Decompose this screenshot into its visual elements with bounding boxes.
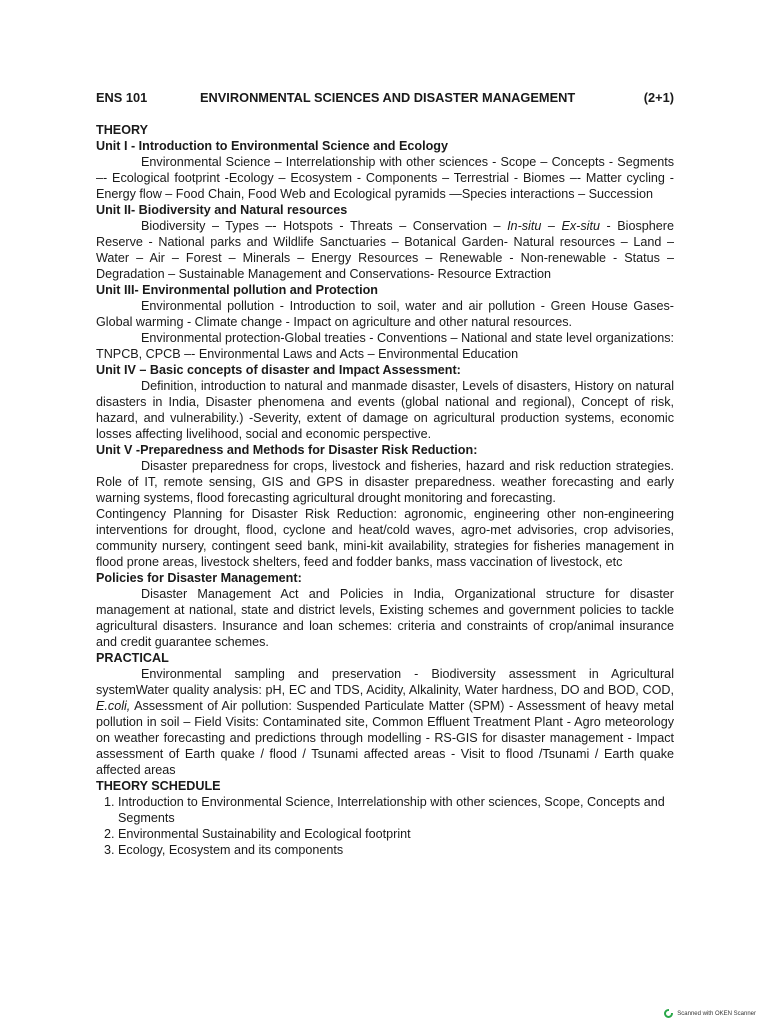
list-item: 3. Ecology, Ecosystem and its components	[118, 842, 674, 858]
unit2-heading: Unit II- Biodiversity and Natural resources	[96, 203, 348, 217]
ecoli-term: E.coli,	[96, 699, 131, 713]
unit5-heading: Unit V -Preparedness and Methods for Disaster Risk Reduction:	[96, 443, 478, 457]
list-item: 1. Introduction to Environmental Science, Interrelationship with other sciences, Scope, Concepts and Segments	[118, 794, 674, 826]
unit2-text: Biodiversity – Types –- Hotspots - Threats – Conservation – In-situ – Ex-situ - Biosphere Reserve - National parks and Wildlife Sanctuaries – Botanical Garden- Natural resources – Land – Water – Air – Forest – Minerals – Energy Resources – Renewable - Non-renewable - Status – Degradation – Sustainable Management and Conservations- Resource Extraction	[96, 219, 674, 281]
policies-heading: Policies for Disaster Management:	[96, 571, 302, 585]
in-situ-term: In-situ	[507, 219, 542, 233]
unit3-text-2: Environmental protection-Global treaties - Conventions – National and state level organizations: TNPCB, CPCB –- Environmental Laws and Acts – Environmental Education	[96, 331, 674, 361]
scanner-watermark	[664, 1009, 756, 1018]
unit5-text-1: Disaster preparedness for crops, livestock and fisheries, hazard and risk reduction strategies. Role of IT, remote sensing, GIS and GPS in disaster preparedness. weather forecasting and early warning systems, flood forecasting agricultural drought monitoring and forecasting.	[96, 459, 674, 505]
scanner-logo-icon	[664, 1009, 673, 1018]
syllabus-page	[96, 90, 674, 858]
unit1-heading: Unit I - Introduction to Environmental Science and Ecology	[96, 139, 448, 153]
course-credits: (2+1)	[643, 90, 674, 105]
policies-text: Disaster Management Act and Policies in India, Organizational structure for disaster management at national, state and district levels, Existing schemes and government policies to tackle agricultural disasters. Insurance and loan schemes: criteria and constraints of crop/animal insurance and credit guarantee schemes.	[96, 587, 674, 649]
unit4-heading: Unit IV – Basic concepts of disaster and Impact Assessment:	[96, 363, 461, 377]
unit5-text-2: Contingency Planning for Disaster Risk Reduction: agronomic, engineering other non-engineering interventions for drought, flood, cyclone and heat/cold waves, agro-met advisories, crop advisories, community nursery, contingent seed bank, mini-kit availability, strategies for fisheries management in flood prone areas, livestock shelters, feed and fodder banks, mass vaccination of livestock, etc	[96, 507, 674, 569]
unit3-text-1: Environmental pollution - Introduction to soil, water and air pollution - Green House Gases-Global warming - Climate change - Impact on agriculture and other natural resources.	[96, 299, 674, 329]
theory-heading: THEORY	[96, 123, 149, 137]
course-code: ENS 101	[96, 90, 148, 105]
schedule-list	[96, 794, 674, 858]
course-title: ENVIRONMENTAL SCIENCES AND DISASTER MANAGEMENT	[200, 90, 576, 105]
watermark-text: Scanned with OKEN Scanner	[677, 1010, 756, 1017]
practical-heading: PRACTICAL	[96, 651, 169, 665]
course-header	[96, 90, 674, 106]
list-item: 2. Environmental Sustainability and Ecological footprint	[118, 826, 674, 842]
ex-situ-term: Ex-situ	[561, 219, 600, 233]
schedule-heading: THEORY SCHEDULE	[96, 779, 221, 793]
unit3-heading: Unit III- Environmental pollution and Protection	[96, 283, 378, 297]
practical-text: Environmental sampling and preservation - Biodiversity assessment in Agricultural systemWater quality analysis: pH, EC and TDS, Acidity, Alkalinity, Water hardness, DO and BOD, COD, E.coli, Assessment of Air pollution: Suspended Particulate Matter (SPM) - Assessment of heavy metal pollution in soil – Field Visits: Contaminated site, Common Effluent Treatment Plant - Agro meteorology on weather forecasting and predictions through modelling - RS-GIS for disaster management - Impact assessment of Earth quake / flood / Tsunami affected areas - Visit to flood /Tsunami / Earth quake affected areas	[96, 667, 674, 777]
unit1-text: Environmental Science – Interrelationship with other sciences - Scope – Concepts - Segments –- Ecological footprint -Ecology – Ecosystem - Components – Terrestrial - Biomes –- Matter cycling - Energy flow – Food Chain, Food Web and Ecological pyramids —Species interactions – Succession	[96, 155, 674, 201]
unit4-text: Definition, introduction to natural and manmade disaster, Levels of disasters, History on natural disasters in India, Disaster phenomena and events (global national and regional), Concept of risk, hazard, and vulnerability.) -Severity, extent of damage on agricultural production systems, economic losses affecting livelihood, social and economic perspective.	[96, 379, 674, 441]
